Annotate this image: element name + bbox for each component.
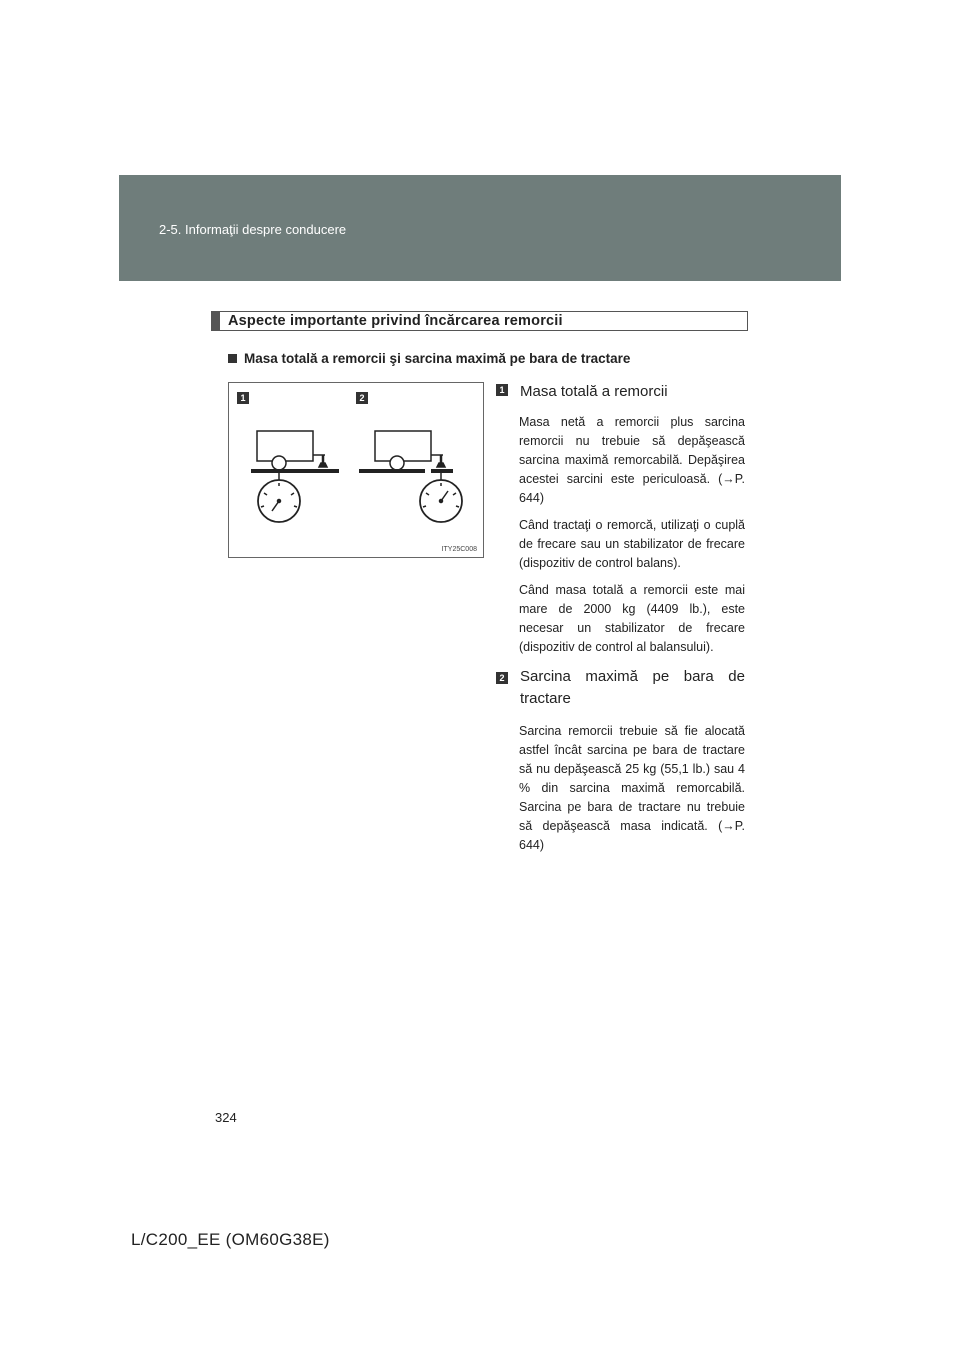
item-1-paragraph: Când masa totală a remorcii este mai mare de 2000 kg (4409 lb.), este necesar un stabilizator de frecare (dispozitiv de control al balansului). (519, 583, 745, 654)
figure-code: ITY25C008 (441, 546, 477, 553)
tongue-on-scale-icon (359, 431, 462, 522)
footer-doc-code: L/C200_EE (OM60G38E) (131, 1230, 330, 1249)
section-title-bar (212, 312, 220, 330)
subheading (228, 351, 630, 366)
square-bullet-icon (228, 354, 237, 363)
section-title (211, 311, 748, 331)
item-2-badge: 2 (496, 672, 508, 684)
item-1 (497, 381, 745, 665)
item-1-title: Masa totală a remorcii (520, 383, 668, 400)
trailer-scale-illustration (229, 383, 483, 557)
item-2 (497, 666, 745, 863)
header-band (119, 175, 841, 281)
trailer-on-scale-icon (251, 431, 339, 522)
figure-badge-2: 2 (356, 392, 368, 404)
item-1-badge: 1 (496, 384, 508, 396)
header-section-label: 2-5. Informaţii despre conducere (159, 222, 347, 237)
item-2-title: Sarcina maximă pe bara de tractare (520, 668, 745, 707)
trailer-weight-figure (228, 382, 484, 558)
item-1-paragraph: Când tractaţi o remorcă, utilizaţi o cuplă de frecare sau un stabilizator de frecare (dispozitiv de control balans). (519, 518, 745, 570)
figure-badge-1: 1 (237, 392, 249, 404)
item-1-paragraph: Masa netă a remorcii plus sarcina remorcii nu trebuie să depăşească sarcina maximă remorcabilă. Depăşirea acestei sarcini este periculoasă. (→P. 644) (519, 415, 745, 505)
section-title-text: Aspecte importante privind încărcarea remorcii (228, 313, 563, 329)
item-2-paragraph: Sarcina remorcii trebuie să fie alocată astfel încât sarcina pe bara de tractare să nu depăşească 25 kg (55,1 lb.) sau 4 % din sarcina maximă remorcabilă. Sarcina pe bara de tractare nu trebuie să depăşească masa indicată. (→P. 644) (519, 724, 745, 852)
subheading-text: Masa totală a remorcii şi sarcina maximă pe bara de tractare (244, 351, 631, 366)
page-number: 324 (215, 1110, 237, 1125)
